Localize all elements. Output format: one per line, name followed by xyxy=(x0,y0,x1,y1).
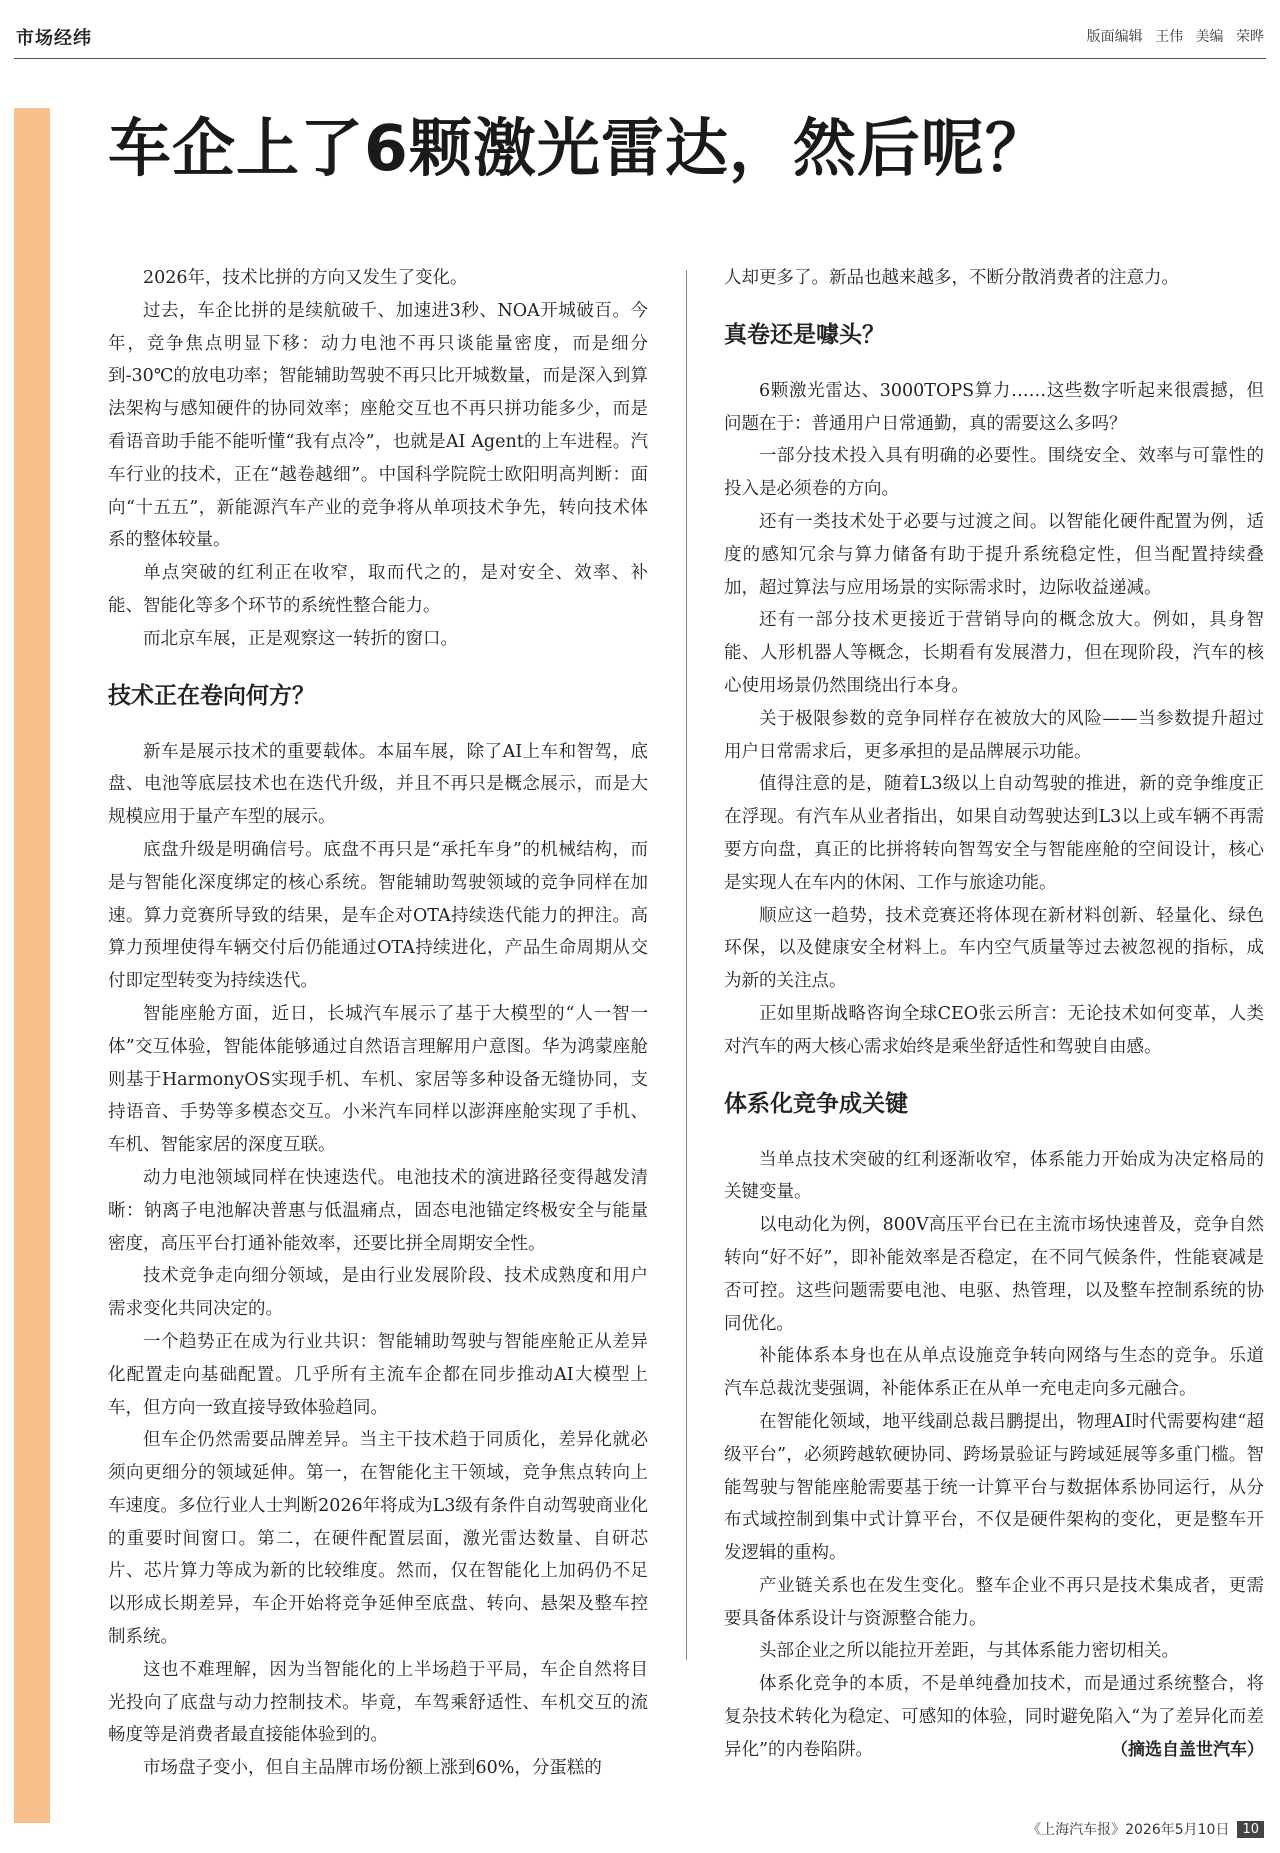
editor-credits xyxy=(1079,26,1264,46)
paragraph: 而北京车展，正是观察这一转折的窗口。 xyxy=(143,628,458,649)
section-name: 市场经纬 xyxy=(16,28,92,49)
paragraph: 底盘升级是明确信号。底盘不再只是“承托车身”的机械结构，而是与智能化深度绑定的核心系统。智能辅助驾驶领域的竞争同样在加速。算力竞赛所导致的结果，是车企对OTA持续迭代能力的押注。高算力预埋使得车辆交付后仍能通过OTA持续进化，产品生命周期从交付即定型转变为持续迭代。 xyxy=(108,839,648,992)
paragraph: 当单点技术突破的红利逐渐收窄，体系能力开始成为决定格局的关键变量。 xyxy=(724,1149,1264,1203)
paragraph: 技术竞争走向细分领域，是由行业发展阶段、技术成熟度和用户需求变化共同决定的。 xyxy=(108,1266,648,1320)
left-column xyxy=(108,262,648,1785)
paragraph: 一个趋势正在成为行业共识：智能辅助驾驶与智能座舱正从差异化配置走向基础配置。几乎所有主流车企都在同步推动AI大模型上车，但方向一致直接导致体验趋同。 xyxy=(108,1331,648,1418)
paragraph: 一部分技术投入具有明确的必要性。围绕安全、效率与可靠性的投入是必须卷的方向。 xyxy=(724,446,1264,500)
paragraph: 2026年，技术比拼的方向又发生了变化。 xyxy=(143,268,468,288)
page-header xyxy=(0,0,1280,60)
paragraph: 还有一类技术处于必要与过渡之间。以智能化硬件配置为例，适度的感知冗余与算力储备有助于提升系统稳定性，但当配置持续叠加，超过算法与应用场景的实际需求时，边际收益递减。 xyxy=(724,511,1264,598)
section-heading: 真卷还是噱头？ xyxy=(724,321,885,348)
page-number: 10 xyxy=(1237,1821,1264,1838)
page-footer xyxy=(1027,1819,1264,1839)
paragraph: 在智能化领域，地平线副总裁吕鹏提出，物理AI时代需要构建“超级平台”，必须跨越软硬协同、跨场景验证与跨域延展等多重门槛。智能驾驶与智能座舱需要基于统一计算平台与数据体系协同运行，从分布式域控制到集中式计算平台，不仅是硬件架构的变化，更是整车开发逻辑的重构。 xyxy=(724,1411,1264,1564)
source-note: （摘选自盖世汽车） xyxy=(1111,1739,1264,1760)
section-heading: 技术正在卷向何方？ xyxy=(108,682,315,709)
credit-name-art: 荣晔 xyxy=(1236,29,1264,45)
paragraph: 单点突破的红利正在收窄，取而代之的，是对安全、效率、补能、智能化等多个环节的系统性整合能力。 xyxy=(108,563,648,616)
credit-label-art: 美编 xyxy=(1195,29,1224,45)
column-divider xyxy=(686,270,687,1660)
paragraph: 补能体系本身也在从单点设施竞争转向网络与生态的竞争。乐道汽车总裁沈斐强调，补能体系正在从单一充电走向多元融合。 xyxy=(724,1346,1264,1400)
accent-bar xyxy=(14,108,50,1823)
section-heading: 体系化竞争成关键 xyxy=(724,1090,908,1117)
paragraph: 体系化竞争的本质，不是单纯叠加技术，而是通过系统整合，将复杂技术转化为稳定、可感知的体验，同时避免陷入“为了差异化而差异化”的内卷陷阱。 （摘选自盖世汽车） xyxy=(724,1668,1264,1766)
paragraph: 关于极限参数的竞争同样存在被放大的风险——当参数提升超过用户日常需求后，更多承担的是品牌展示功能。 xyxy=(724,708,1264,762)
paragraph: 市场盘子变小，但自主品牌市场份额上涨到60%，分蛋糕的 xyxy=(143,1758,602,1779)
header-divider xyxy=(14,58,1266,59)
right-column xyxy=(724,262,1264,1767)
paragraph: 人却更多了。新品也越来越多，不断分散消费者的注意力。 xyxy=(724,268,1179,288)
paragraph: 过去，车企比拼的是续航破千、加速进3秒、NOA开城破百。今年，竞争焦点明显下移：动力电池不再只谈能量密度，而是细分到-30℃的放电功率；智能辅助驾驶不再只比开城数量，而是深入到算法架构与感知硬件的协同效率；座舱交互也不再只拼功能多少，而是看语音助手能不能听懂“我有点冷”，也就是AI Agent的上车进程。汽车行业的技术，正在“越卷越细”。中国科学院院士欧阳明高判断：面向“十五五”，新能源汽车产业的竞争将从单项技术争先，转向技术体系的整体较量。 xyxy=(108,300,648,551)
paragraph: 顺应这一趋势，技术竞赛还将体现在新材料创新、轻量化、绿色环保，以及健康安全材料上。车内空气质量等过去被忽视的指标，成为新的关注点。 xyxy=(724,905,1264,992)
paragraph: 但车企仍然需要品牌差异。当主干技术趋于同质化，差异化就必须向更细分的领域延伸。第一，在智能化主干领域，竞争焦点转向上车速度。多位行业人士判断2026年将成为L3级有条件自动驾驶商业化的重要时间窗口。第二，在硬件配置层面，激光雷达数量、自研芯片、芯片算力等成为新的比较维度。然而，仅在智能化上加码仍不足以形成长期差异，车企开始将竞争延伸至底盘、转向、悬架及整车控制系统。 xyxy=(108,1430,648,1648)
article-title: 车企上了6颗激光雷达，然后呢？ xyxy=(108,112,1049,185)
paragraph: 头部企业之所以能拉开差距，与其体系能力密切相关。 xyxy=(759,1641,1179,1662)
publication-info: 《上海汽车报》2026年5月10日 xyxy=(1027,1822,1230,1838)
paragraph: 新车是展示技术的重要载体。本届车展，除了AI上车和智驾，底盘、电池等底层技术也在迭代升级，并且不再只是概念展示，而是大规模应用于量产车型的展示。 xyxy=(108,741,648,828)
paragraph: 以电动化为例，800V高压平台已在主流市场快速普及，竞争自然转向“好不好”，即补能效率是否稳定，在不同气候条件，性能衰减是否可控。这些问题需要电池、电驱、热管理，以及整车控制系统的协同优化。 xyxy=(724,1215,1264,1334)
paragraph: 这也不难理解，因为当智能化的上半场趋于平局，车企自然将目光投向了底盘与动力控制技术。毕竟，车驾乘舒适性、车机交互的流畅度等是消费者最直接能体验到的。 xyxy=(108,1659,648,1746)
paragraph: 6颗激光雷达、3000TOPS算力……这些数字听起来很震撼，但问题在于：普通用户日常通勤，真的需要这么多吗？ xyxy=(724,380,1264,434)
paragraph: 产业链关系也在发生变化。整车企业不再只是技术集成者，更需要具备体系设计与资源整合能力。 xyxy=(724,1575,1264,1629)
paragraph: 值得注意的是，随着L3级以上自动驾驶的推进，新的竞争维度正在浮现。有汽车从业者指出，如果自动驾驶达到L3以上或车辆不再需要方向盘，真正的比拼将转向智驾安全与智能座舱的空间设计，核心是实现人在车内的休闲、工作与旅途功能。 xyxy=(724,774,1264,893)
paragraph: 还有一部分技术更接近于营销导向的概念放大。例如，具身智能、人形机器人等概念，长期看有发展潜力，但在现阶段，汽车的核心使用场景仍然围绕出行本身。 xyxy=(724,610,1264,696)
paragraph: 智能座舱方面，近日，长城汽车展示了基于大模型的“人一智一体”交互体验，智能体能够通过自然语言理解用户意图。华为鸿蒙座舱则基于HarmonyOS实现手机、车机、家居等多种设备无缝协同，支持语音、手势等多模态交互。小米汽车同样以澎湃座舱实现了手机、车机、智能家居的深度互联。 xyxy=(108,1003,648,1156)
paragraph: 动力电池领域同样在快速迭代。电池技术的演进路径变得越发清晰：钠离子电池解决普惠与低温痛点，固态电池锚定终极安全与能量密度，高压平台打通补能效率，还要比拼全周期安全性。 xyxy=(108,1167,648,1254)
credit-name-layout: 王伟 xyxy=(1155,29,1184,45)
credit-label-layout: 版面编辑 xyxy=(1086,29,1143,45)
paragraph: 正如里斯战略咨询全球CEO张云所言：无论技术如何变革，人类对汽车的两大核心需求始终是乘坐舒适性和驾驶自由感。 xyxy=(724,1003,1264,1057)
